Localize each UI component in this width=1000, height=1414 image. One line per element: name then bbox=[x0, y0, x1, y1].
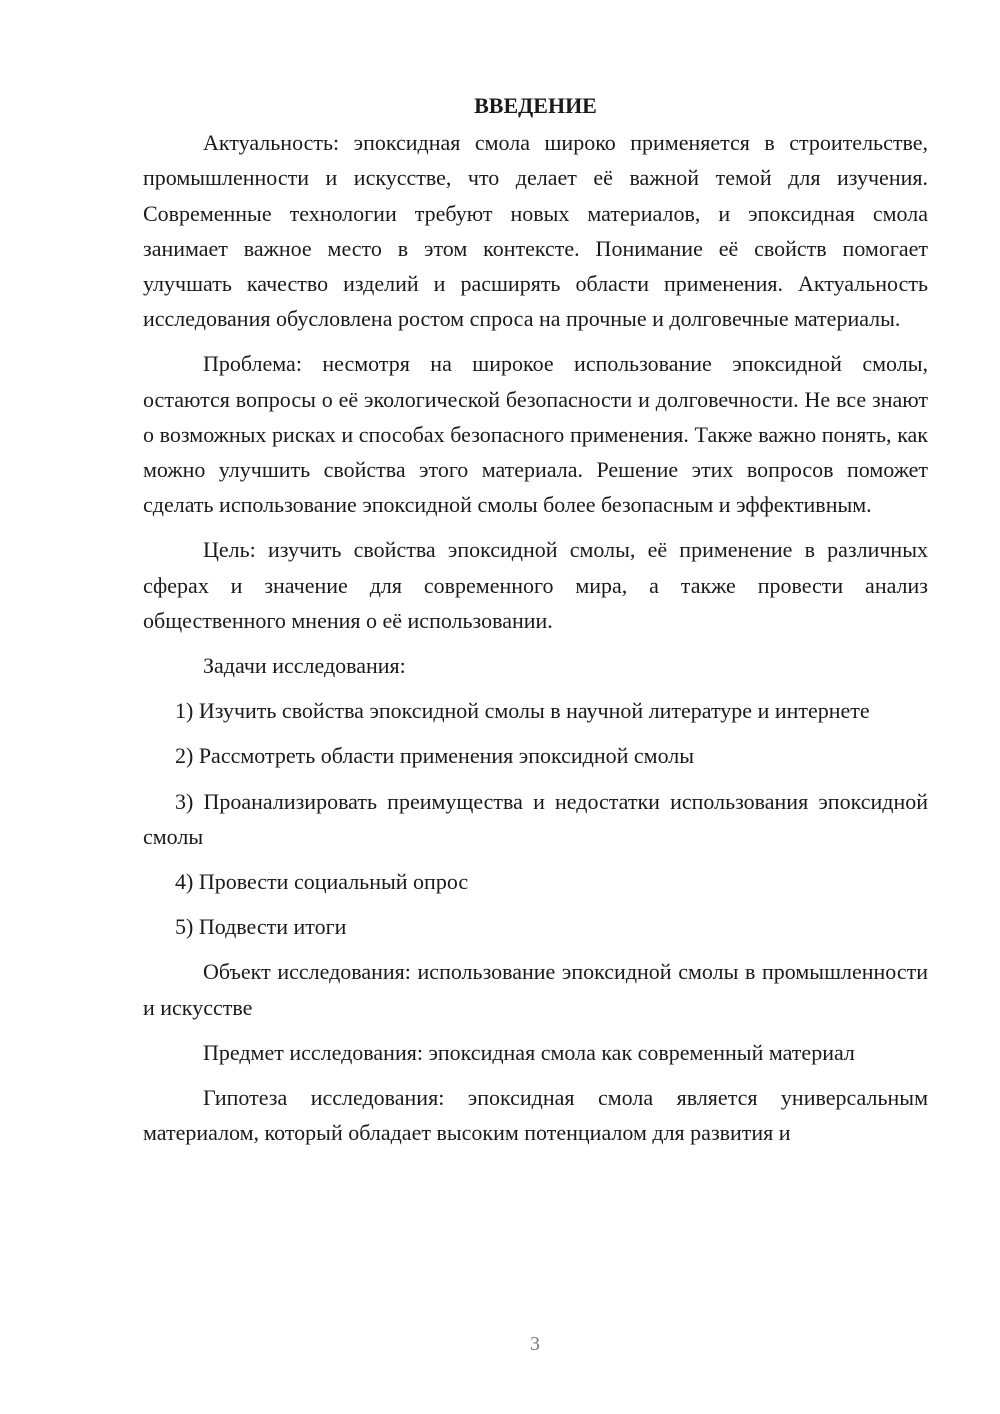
paragraph-relevance: Актуальность: эпоксидная смола широко применяется в строительстве, промышленности и искусстве, что делает её важной темой для изучения. Современные технологии требуют новых материалов, и эпоксидная смола занимает важное место в этом контексте. Понимание её свойств помогает улучшать качество изделий и расширять области применения. Актуальность исследования обусловлена ростом спроса на прочные и долговечные материалы. bbox=[143, 130, 928, 332]
paragraph-object: Объект исследования: использование эпоксидной смолы в промышленности и искусстве bbox=[143, 959, 928, 1020]
paragraph-hypothesis: Гипотеза исследования: эпоксидная смола является универсальным материалом, который обладает высоким потенциалом для развития и bbox=[143, 1085, 928, 1146]
task-item-2: 2) Рассмотреть области применения эпоксидной смолы bbox=[175, 743, 695, 769]
paragraph-goal: Цель: изучить свойства эпоксидной смолы, её применение в различных сферах и значение для современного мира, а также провести анализ общественного мнения о её использовании. bbox=[143, 537, 928, 633]
task-item-4: 4) Провести социальный опрос bbox=[175, 869, 469, 895]
tasks-title: Задачи исследования: bbox=[203, 653, 406, 679]
task-item-1: 1) Изучить свойства эпоксидной смолы в научной литературе и интернете bbox=[175, 698, 870, 724]
page-number: 3 bbox=[530, 1333, 540, 1355]
paragraph-subject: Предмет исследования: эпоксидная смола как современный материал bbox=[203, 1039, 855, 1065]
document-page bbox=[143, 88, 928, 1160]
paragraph-problem: Проблема: несмотря на широкое использование эпоксидной смолы, остаются вопросы о её экологической безопасности и долговечности. Не все знают о возможных рисках и способах безопасного применения. Также важно понять, как можно улучшить свойства этого материала. Решение этих вопросов поможет сделать использование эпоксидной смолы более безопасным и эффективным. bbox=[143, 351, 928, 518]
section-heading: ВВЕДЕНИЕ bbox=[474, 93, 597, 118]
task-item-3: 3) Проанализировать преимущества и недостатки использования эпоксидной смолы bbox=[143, 788, 928, 849]
task-item-5: 5) Подвести итоги bbox=[175, 914, 347, 940]
